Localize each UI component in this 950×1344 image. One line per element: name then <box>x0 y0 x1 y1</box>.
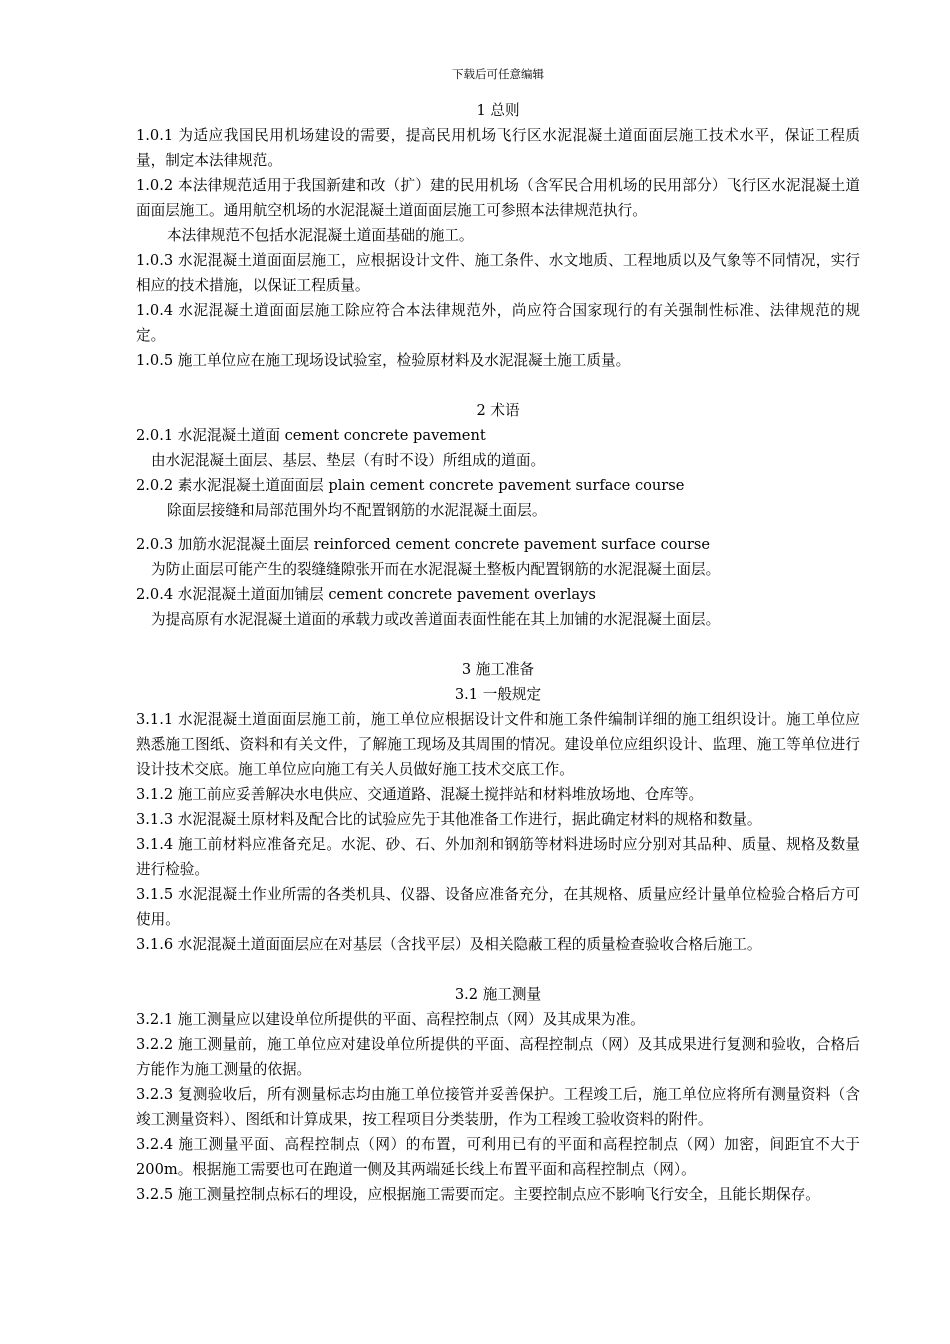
section-heading: 2 术语 <box>476 402 520 419</box>
clause-paragraph: 3.1.1 水泥混凝土道面面层施工前，施工单位应根据设计文件和施工条件编制详细的施工组织设计。施工单位应熟悉施工图纸、资料和有关文件，了解施工现场及其周围的情况。建设单位应组织设计、监理、施工等单位进行设计技术交底。施工单位应向施工有关人员做好施工技术交底工作。 <box>136 711 860 778</box>
clause-paragraph: 1.0.4 水泥混凝土道面面层施工除应符合本法律规范外，尚应符合国家现行的有关强制性标准、法律规范的规定。 <box>136 302 860 344</box>
clause-paragraph: 1.0.2 本法律规范适用于我国新建和改（扩）建的民用机场（含军民合用机场的民用部分）飞行区水泥混凝土道面面层施工。通用航空机场的水泥混凝土道面面层施工可参照本法律规范执行。 <box>136 177 860 219</box>
clause-paragraph: 2.0.1 水泥混凝土道面 cement concrete pavement <box>136 427 486 444</box>
clause-paragraph: 1.0.5 施工单位应在施工现场设试验室，检验原材料及水泥混凝土施工质量。 <box>136 352 631 369</box>
definition-text: 由水泥混凝土面层、基层、垫层（有时不设）所组成的道面。 <box>151 452 546 469</box>
clause-paragraph: 2.0.3 加筋水泥混凝土面层 reinforced cement concrete pavement surface course <box>136 536 711 553</box>
clause-paragraph: 3.2.5 施工测量控制点标石的埋设，应根据施工需要而定。主要控制点应不影响飞行安全，且能长期保存。 <box>136 1186 820 1203</box>
clause-paragraph: 3.1.3 水泥混凝土原材料及配合比的试验应先于其他准备工作进行，据此确定材料的规格和数量。 <box>136 811 762 828</box>
clause-paragraph: 3.2.1 施工测量应以建设单位所提供的平面、高程控制点（网）及其成果为准。 <box>136 1011 645 1028</box>
section-gap <box>136 373 860 398</box>
clause-paragraph: 2.0.2 素水泥混凝土道面面层 plain cement concrete pavement surface course <box>136 477 685 494</box>
page-header: 下载后可任意编辑 <box>452 67 544 81</box>
clause-paragraph: 3.1.5 水泥混凝土作业所需的各类机具、仪器、设备应准备充分，在其规格、质量应经计量单位检验合格后方可使用。 <box>136 886 860 928</box>
definition-text: 为提高原有水泥混凝土道面的承载力或改善道面表面性能在其上加铺的水泥混凝土面层。 <box>151 611 721 628</box>
clause-paragraph: 3.2.3 复测验收后，所有测量标志均由施工单位接管并妥善保护。工程竣工后，施工单位应将所有测量资料（含竣工测量资料）、图纸和计算成果，按工程项目分类装册，作为工程竣工验收资料的附件。 <box>136 1086 860 1128</box>
section-gap <box>136 632 860 657</box>
clause-paragraph: 3.1.6 水泥混凝土道面面层应在对基层（含找平层）及相关隐蔽工程的质量检查验收合格后施工。 <box>136 936 762 953</box>
indented-paragraph: 除面层接缝和局部范围外均不配置钢筋的水泥混凝土面层。 <box>167 502 547 519</box>
clause-paragraph: 2.0.4 水泥混凝土道面加铺层 cement concrete pavement overlays <box>136 586 596 603</box>
clause-paragraph: 3.2.4 施工测量平面、高程控制点（网）的布置，可利用已有的平面和高程控制点（网）加密，间距宜不大于 200m。根据施工需要也可在跑道一侧及其两端延长线上布置平面和高程控制点（网）。 <box>136 1136 860 1178</box>
document-body <box>136 98 860 1207</box>
paragraph-gap <box>136 523 860 532</box>
section-gap <box>136 957 860 982</box>
section-heading: 3 施工准备 <box>461 661 535 678</box>
clause-paragraph: 3.1.2 施工前应妥善解决水电供应、交通道路、混凝土搅拌站和材料堆放场地、仓库等。 <box>136 786 704 803</box>
indented-paragraph: 本法律规范不包括水泥混凝土道面基础的施工。 <box>167 227 474 244</box>
section-heading: 3.1 一般规定 <box>454 686 542 703</box>
clause-paragraph: 3.1.4 施工前材料应准备充足。水泥、砂、石、外加剂和钢筋等材料进场时应分别对其品种、质量、规格及数量进行检验。 <box>136 836 860 878</box>
clause-paragraph: 1.0.1 为适应我国民用机场建设的需要，提高民用机场飞行区水泥混凝土道面面层施工技术水平，保证工程质量，制定本法律规范。 <box>136 127 860 169</box>
section-heading: 1 总则 <box>476 102 520 119</box>
clause-paragraph: 3.2.2 施工测量前，施工单位应对建设单位所提供的平面、高程控制点（网）及其成果进行复测和验收，合格后方能作为施工测量的依据。 <box>136 1036 860 1078</box>
clause-paragraph: 1.0.3 水泥混凝土道面面层施工，应根据设计文件、施工条件、水文地质、工程地质以及气象等不同情况，实行相应的技术措施，以保证工程质量。 <box>136 252 860 294</box>
section-heading: 3.2 施工测量 <box>454 986 542 1003</box>
definition-text: 为防止面层可能产生的裂缝缝隙张开而在水泥混凝土整板内配置钢筋的水泥混凝土面层。 <box>151 561 721 578</box>
